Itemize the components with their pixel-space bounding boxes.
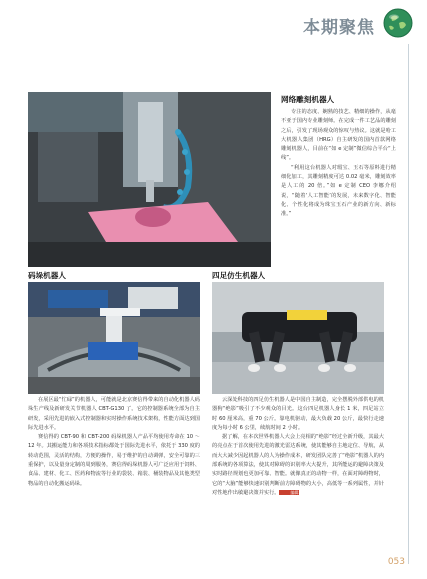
article-body-palletizing — [28, 396, 200, 489]
paragraph: 在展区最“忙碌”的机器人，可能就是北京赛信得带来的自动化机器人码垛生产线及新研发关节机器人 CBT-G130 了。它的控制器系统全部为自主研发，采用先进的嵌入式控制器和实时操作系统技术架构，性能方面达到国际先进水平。 — [28, 397, 200, 431]
paragraph: “利用这台机器人对瑕宝、玉石等原料进行精细化加工，其雕刻精度可达 0.02 毫米，雕刻效率是人工的 20 倍。”如 e 定制 CEO 李娜介绍说，“随着‘人工智能’的发展，未来数字化、智能化、个性化将成为珠宝玉石产业的新方向、新标准。” — [281, 164, 396, 218]
palletizing-robot-photo — [28, 282, 200, 394]
paragraph: 云深处科技的四足仿生机器人是中国自主制造，完全摆脱外部供电的机器狗“绝影”吸引了不少观众的目光。这台四足机器人身长 1 米，四足站立时 60 厘米高，重 70 公斤。靠电机驱动，最大负载 20 公斤，最快行走速度为每小时 6 公里，续航时间 2 小时。 — [212, 397, 384, 431]
paragraph-text: 据了解，在本次世界机器人大会上亮相的“绝影”经过全新升级，其最大的亮点在于首次使用先进的激光雷达系统，使其能够自主地定位、导航，从而大大减少因起机器人的人为操作成本，研发团队完善了“绝影”机器人的内部系统的各项算法，使其对障碍的识别率大大提升，其所能运的避障决策及实时路径规划也更加可靠、智能。就像真正的动物一样，在面对障碍物时，它的“大脑”能够快速识别判断前方障碍物的大小，高低等一系列属性，并针对性地作出敏避决策并实行。 — [212, 434, 384, 496]
page-divider — [408, 44, 409, 564]
paragraph: 专注的态度、娴熟的技艺、精细的操作，从毫不亚于国内专业雕刻师。在完成一件工艺品的雕刻之后，引发了现场观众的惊叹与热议。这就是哈工大机器人集团（HRG）自主研发的国内首款网络雕刻机器人，目前在“如 e 定制”微信综合平台“上线”。 — [281, 109, 396, 162]
page-number: 053 — [387, 557, 405, 567]
quadruped-robot-photo — [212, 282, 384, 394]
paragraph: 赛信得的 CBT-90 和 CBT-200 码垛机器人产品平均使用寿命在 10 ～ 12 年。其搬运能力和各项技术指标都处于国际先进水平，依托于 330 度的转动范围，灵活的结构，方便的操作，易于维护的自动调弹，安全可靠的三重保护，以及量身定制的周到服务，赛信得码垛机器人可广泛应用于饲料、食品、建材、化工、医药和物流等行业的袋装、箱装、桶装物品及其他类型物品的自动化搬运码垛。 — [28, 434, 200, 487]
article-body-engraving — [281, 108, 396, 220]
section-title: 本期聚焦 — [303, 18, 375, 38]
article-body-quadruped — [212, 396, 384, 498]
article-title-palletizing: 码垛机器人 — [28, 271, 66, 280]
end-tag: 编辑 — [279, 490, 299, 495]
globe-icon — [383, 8, 413, 38]
page-header — [0, 0, 427, 42]
article-title-engraving: 网络雕刻机器人 — [281, 95, 335, 104]
article-title-quadruped: 四足仿生机器人 — [212, 271, 266, 280]
paragraph — [212, 433, 384, 498]
engraving-robot-photo — [28, 92, 271, 267]
